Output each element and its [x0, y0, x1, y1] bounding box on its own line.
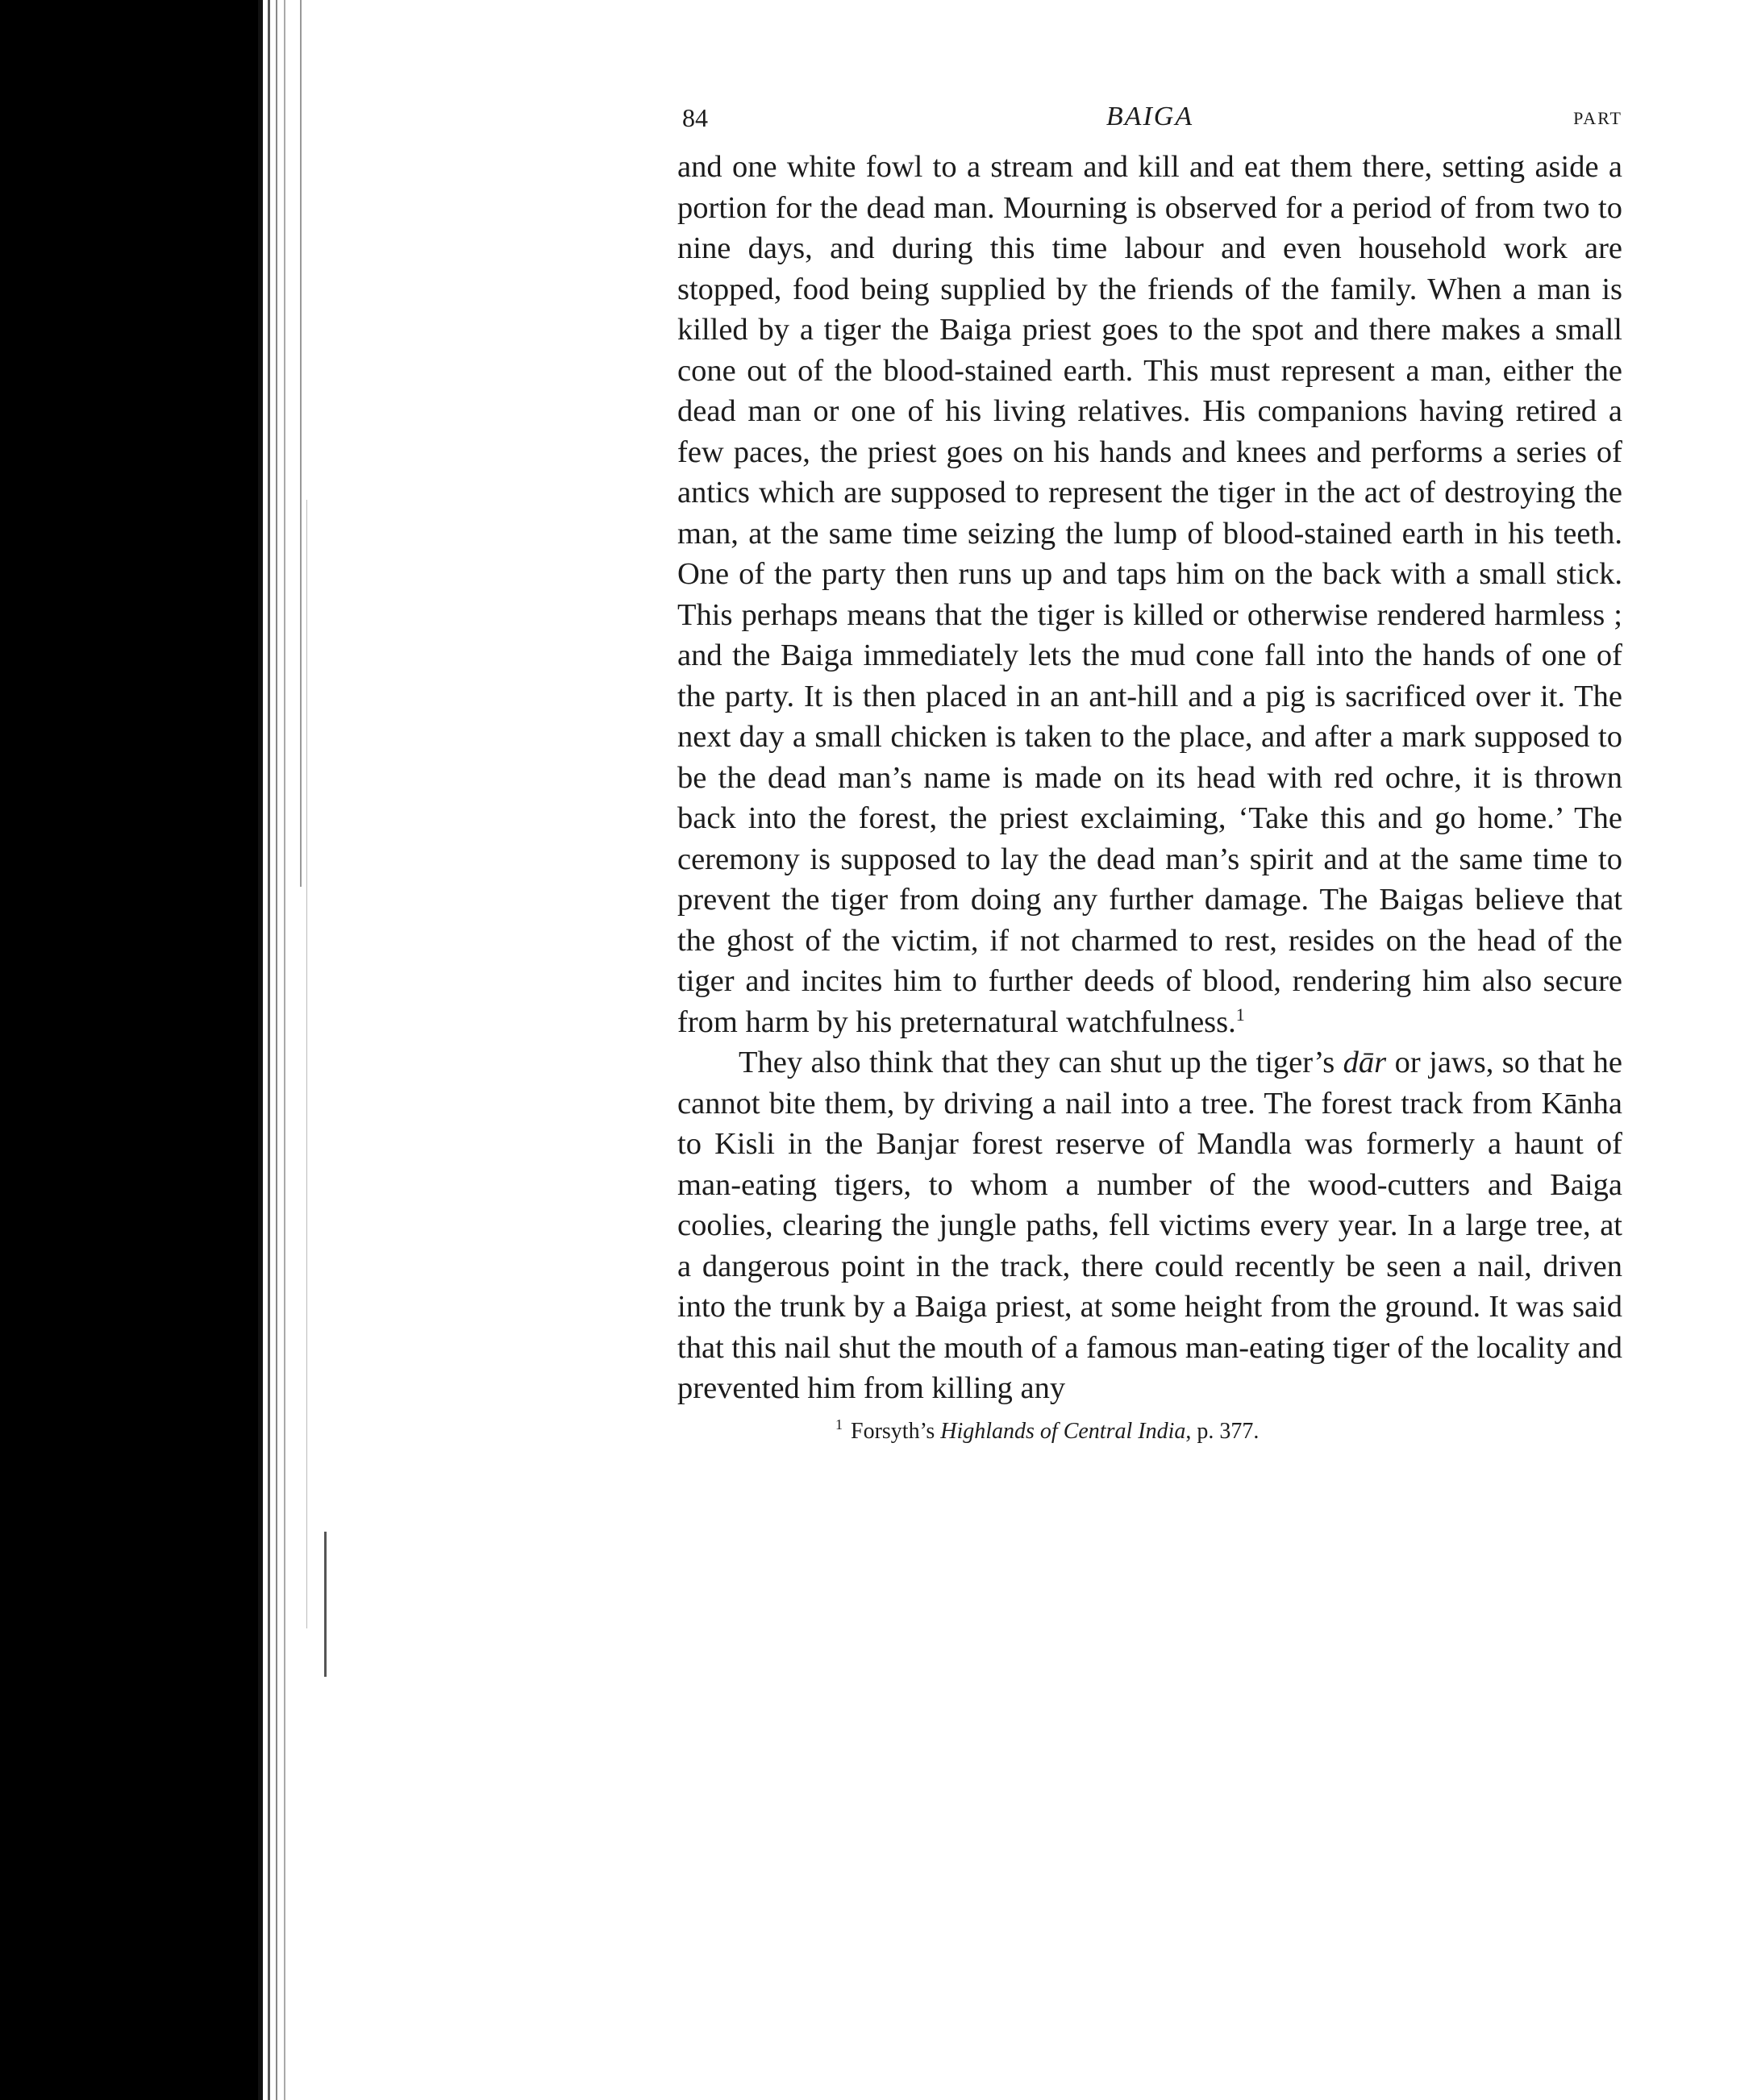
footnote-reference: 1: [1235, 1004, 1245, 1025]
gutter-edge-line: [276, 0, 277, 2100]
paragraph-text: or jaws, so that he cannot bite them, by driving a nail into a tree. The forest track from Kānha to Kisli in the Banjar forest reserve of Mandla was formerly a haunt of man-eating tigers, to whom a number of the wood-cutters and Baiga coolies, clearing the jungle paths, fell victims every year. In a large tree, at a dangerous point in the track, there could recently be seen a nail, driven into the trunk by a Baiga priest, at some height from the ground. It was said that this nail shut the mouth of a famous man-eating tiger of the locality and prevented him from killing any: [677, 1046, 1622, 1405]
paragraph-text: They also think that they can shut up the tiger’s: [739, 1046, 1343, 1079]
book-page: [677, 98, 1622, 1446]
footnote: [677, 1417, 1622, 1446]
body-text: [677, 147, 1622, 1409]
gutter-edge-line: [284, 0, 285, 2100]
gutter-edge-line: [258, 0, 263, 2100]
footnote-mark: 1: [835, 1416, 843, 1433]
footnote-book-title: Highlands of Central India: [940, 1418, 1186, 1444]
gutter-edge-line: [306, 500, 307, 1628]
gutter-edge-line: [324, 1532, 327, 1677]
footnote-locator: , p. 377.: [1185, 1418, 1260, 1444]
page-number: 84: [682, 103, 708, 132]
running-head: [677, 98, 1622, 147]
footnote-author: Forsyth’s: [851, 1418, 941, 1444]
paragraph: [677, 1042, 1622, 1409]
paragraph: [677, 147, 1622, 1042]
gutter-edge-line: [300, 0, 302, 887]
italic-term: dār: [1343, 1046, 1387, 1079]
paragraph-text: and one white fowl to a stream and kill and eat them there, setting aside a portion for the dead man. Mourning is observed for a period of from two to nine days, and during this time labour and even household work are stopped, food being supplied by the friends of the family. When a man is killed by a tiger the Baiga priest goes to the spot and there makes a small cone out of the blood-stained earth. This must represent a man, either the dead man or one of his living relatives. His companions having retired a few paces, the priest goes on his hands and knees and performs a series of antics which are supposed to represent the tiger in the act of destroying the man, at the same time seizing the lump of blood-stained earth in his teeth. One of the party then runs up and taps him on the back with a small stick. This perhaps means that the tiger is killed or otherwise rendered harmless ; and the Baiga immediately lets the mud cone fall into the hands of one of the party. It is then placed in an ant-hill and a pig is sacrificed over it. The next day a small chicken is taken to the place, and after a mark supposed to be the dead man’s name is made on its head with red ochre, it is thrown back into the forest, the priest exclaiming, ‘Take this and go home.’ The ceremony is supposed to lay the dead man’s spirit and at the same time to prevent the tiger from doing any further damage. The Baigas believe that the ghost of the victim, if not charmed to rest, resides on the head of the tiger and incites him to further deeds of blood, rendering him also secure from harm by his preternatural watchfulness.: [677, 150, 1622, 1039]
gutter-edge-line: [268, 0, 270, 2100]
running-title: BAIGA: [1106, 102, 1194, 131]
book-gutter-shadow: [0, 0, 258, 2100]
running-part-label: PART: [1573, 108, 1622, 128]
